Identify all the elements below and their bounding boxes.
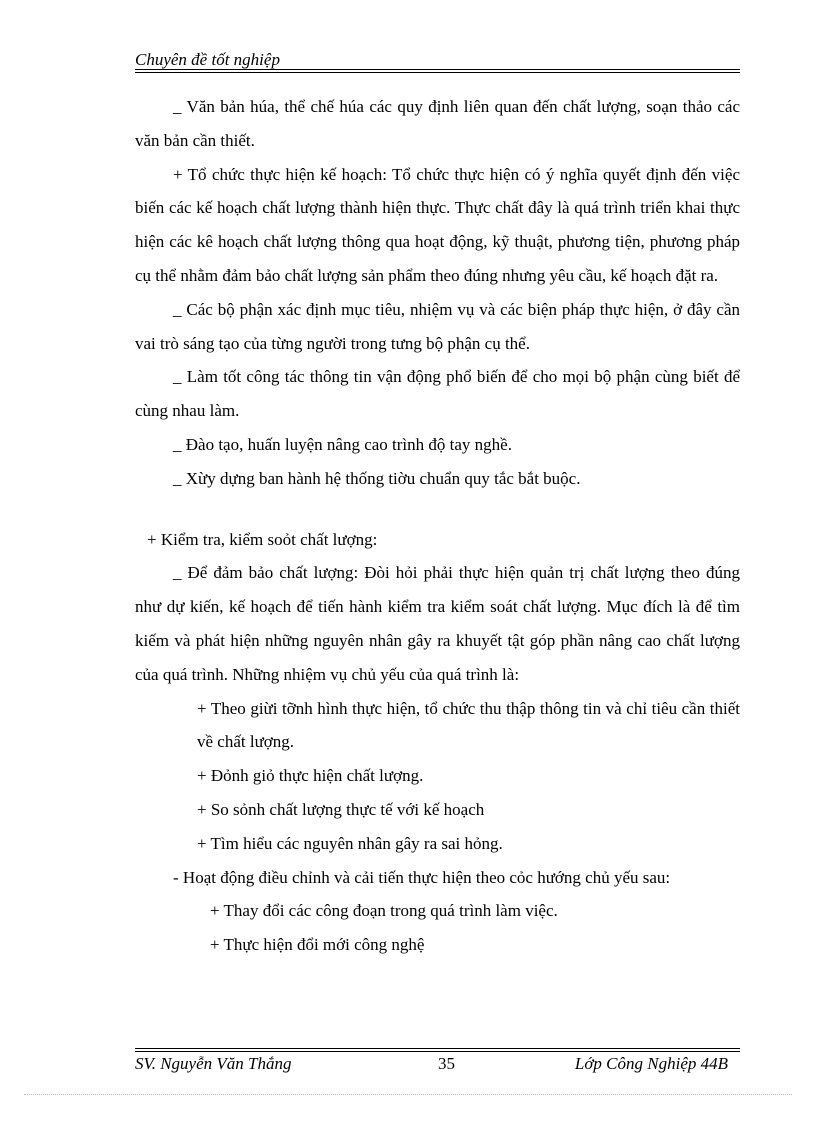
list-item: + So sỏnh chất lượng thực tế với kế hoạch <box>197 799 485 819</box>
footer-rule-bottom <box>135 1051 740 1052</box>
paragraph-3: _ Các bộ phận xác định mục tiêu, nhiệm vụ và các biện pháp thực hiện, ở đây cần vai trò sáng tạo của từng người trong tưng bộ phận cụ thể. <box>135 299 740 353</box>
page-footer <box>135 1054 740 1078</box>
header-rule-bottom <box>135 72 740 73</box>
paragraph-5: _ Đào tạo, huấn luyện nâng cao trình độ tay nghề. <box>173 434 512 454</box>
list-item: + Thực hiện đổi mới công nghệ <box>210 935 425 955</box>
paragraph-gap <box>135 496 740 523</box>
list-item: + Theo giừi tỡnh hình thực hiện, tổ chức thu thập thông tin và chỉ tiêu cần thiết về chất lượng. <box>197 698 740 752</box>
footer-class: Lớp Công Nghiệp 44B <box>574 1054 728 1073</box>
paragraph-2: + Tổ chức thực hiện kế hoạch: Tổ chức thực hiện có ý nghĩa quyết định đến việc biến các kế hoạch chất lượng thành hiện thực. Thực chất đây là quá trình triển khai thực hiện các kê hoạch chất lượng thông qua hoạt động, kỹ thuật, phương tiện, phương pháp cụ thể nhằm đảm bảo chất lượng sản phẩm theo đúng nhưng yêu cầu, kế hoạch đặt ra. <box>135 164 740 285</box>
document-body <box>135 90 740 962</box>
paragraph-8: - Hoạt động điều chỉnh và cải tiến thực hiện theo cỏc hướng chủ yếu sau: <box>173 867 671 887</box>
header-title: Chuyên đề tốt nghiệp <box>135 50 280 69</box>
footer-rule-top <box>135 1048 740 1049</box>
paragraph-1: _ Văn bản húa, thể chế húa các quy định liên quan đến chất lượng, soạn thảo các văn bản cần thiết. <box>135 97 740 150</box>
footer-author: SV. Nguyễn Văn Thắng <box>135 1054 292 1073</box>
page-bottom-dotted-line <box>24 1094 792 1095</box>
header-rule-top <box>135 69 740 70</box>
paragraph-7: _ Để đảm bảo chất lượng: Đòi hỏi phải thực hiện quản trị chất lượng theo đúng như dự kiến, kế hoạch để tiến hành kiểm tra kiểm soát chất lượng. Mục đích là để tìm kiếm và phát hiện những nguyên nhân gây ra khuyết tật góp phần nâng cao chất lượng của quá trình. Những nhiệm vụ chủ yếu của quá trình là: <box>135 563 740 684</box>
list-item: + Tìm hiểu các nguyên nhân gây ra sai hỏng. <box>197 833 503 853</box>
section-heading: + Kiểm tra, kiểm soỏt chất lượng: <box>147 529 378 549</box>
page-number: 35 <box>438 1054 455 1073</box>
paragraph-4: _ Làm tốt công tác thông tin vận động phổ biến để cho mọi bộ phận cùng biết để cùng nhau làm. <box>135 367 740 421</box>
list-item: + Thay đổi các công đoạn trong quá trình làm việc. <box>210 901 558 921</box>
list-item: + Đỏnh giỏ thực hiện chất lượng. <box>197 766 424 786</box>
paragraph-6: _ Xừy dựng ban hành hệ thống tiờu chuẩn quy tắc bắt buộc. <box>173 468 581 488</box>
